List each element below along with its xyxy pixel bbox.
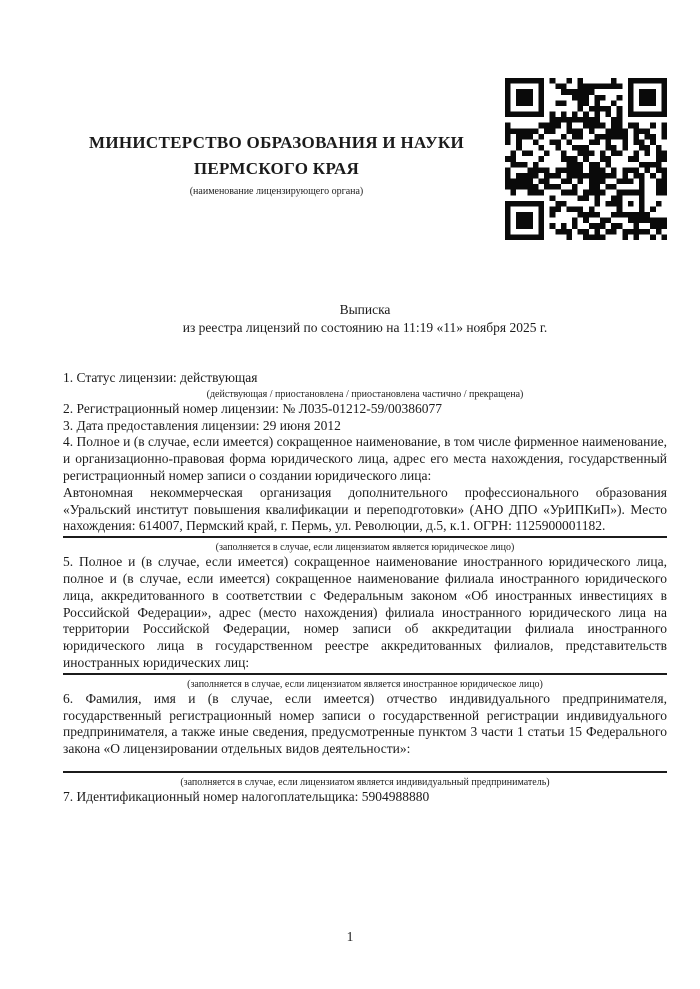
license-status-line: 1. Статус лицензии: действующая	[63, 370, 258, 385]
foreign-entity-fill-line	[63, 673, 667, 675]
foreign-entity-label: 5. Полное и (в случае, если имеется) сокращенное наименование иностранного юридического лица, полное и (в случае, если имеется) сокращенное наименование филиала иностранного юридического лица, аккредитованного в соответствии с Федеральным законом «Об иностранных инвестициях в Российской Федерации», адрес (место нахождения) филиала иностранного юридического лица на территории Российской Федерации, номер записи об аккредитации филиала иностранного юридического лица в государственном реестре аккредитованных филиалов, представительств иностранных юридических лиц:	[63, 554, 667, 670]
qr-code-icon	[505, 78, 667, 240]
legal-entity-label: 4. Полное и (в случае, если имеется) сокращенное наименование, в том числе фирменное наименование, и организационно-правовая форма юридического лица, адрес его места нахождения, государственный регистрационный номер записи о создании юридического лица:	[63, 434, 667, 483]
entrepreneur-note: (заполняется в случае, если лицензиатом является индивидуальный предприниматель)	[180, 776, 550, 788]
taxpayer-number-line: 7. Идентификационный номер налогоплательщика: 5904988880	[63, 788, 430, 804]
extract-subtitle: из реестра лицензий по состоянию на 11:19 «11» ноября 2025 г.	[182, 320, 548, 335]
extract-title-block	[63, 301, 667, 337]
ministry-name: МИНИСТЕРСТВО ОБРАЗОВАНИЯ И НАУКИ ПЕРМСКОГО КРАЯ	[88, 133, 465, 178]
legal-entity-note: (заполняется в случае, если лицензиатом является юридическое лицо)	[215, 542, 515, 554]
entrepreneur-label: 6. Фамилия, имя и (в случае, если имеется) отчество индивидуального предпринимателя, государственный регистрационный номер записи о государственной регистрации индивидуального предпринимателя, а также иные сведения, предусмотренные пунктом 3 части 1 статьи 15 Федерального закона «О лицензировании отдельных видов деятельности»:	[63, 690, 667, 757]
ministry-caption: (наименование лицензирующего органа)	[189, 186, 364, 197]
legal-entity-value: Автономная некоммерческая организация дополнительного профессионального образования «Уральский институт повышения квалификации и переподготовки» (АНО ДПО «УрИПКиП»). Место нахождения: 614007, Пермский край, г. Пермь, ул. Революции, д.5, к.1. ОГРН: 1125900001182.	[63, 484, 667, 534]
extract-body	[63, 370, 667, 806]
entrepreneur-fill-line	[63, 771, 667, 773]
registration-number-line: 2. Регистрационный номер лицензии: № Л035-01212-59/00386077	[63, 400, 443, 416]
foreign-entity-note: (заполняется в случае, если лицензиатом является иностранное юридическое лицо)	[187, 678, 543, 690]
legal-entity-fill-line	[63, 536, 667, 538]
extract-title: Выписка	[339, 302, 391, 317]
licensing-authority-header	[63, 130, 490, 198]
grant-date-line: 3. Дата предоставления лицензии: 29 июня 2012	[63, 417, 341, 433]
status-options-note: (действующая / приостановлена / приостановлена частично / прекращена)	[206, 388, 524, 400]
page-number: 1	[346, 929, 354, 944]
